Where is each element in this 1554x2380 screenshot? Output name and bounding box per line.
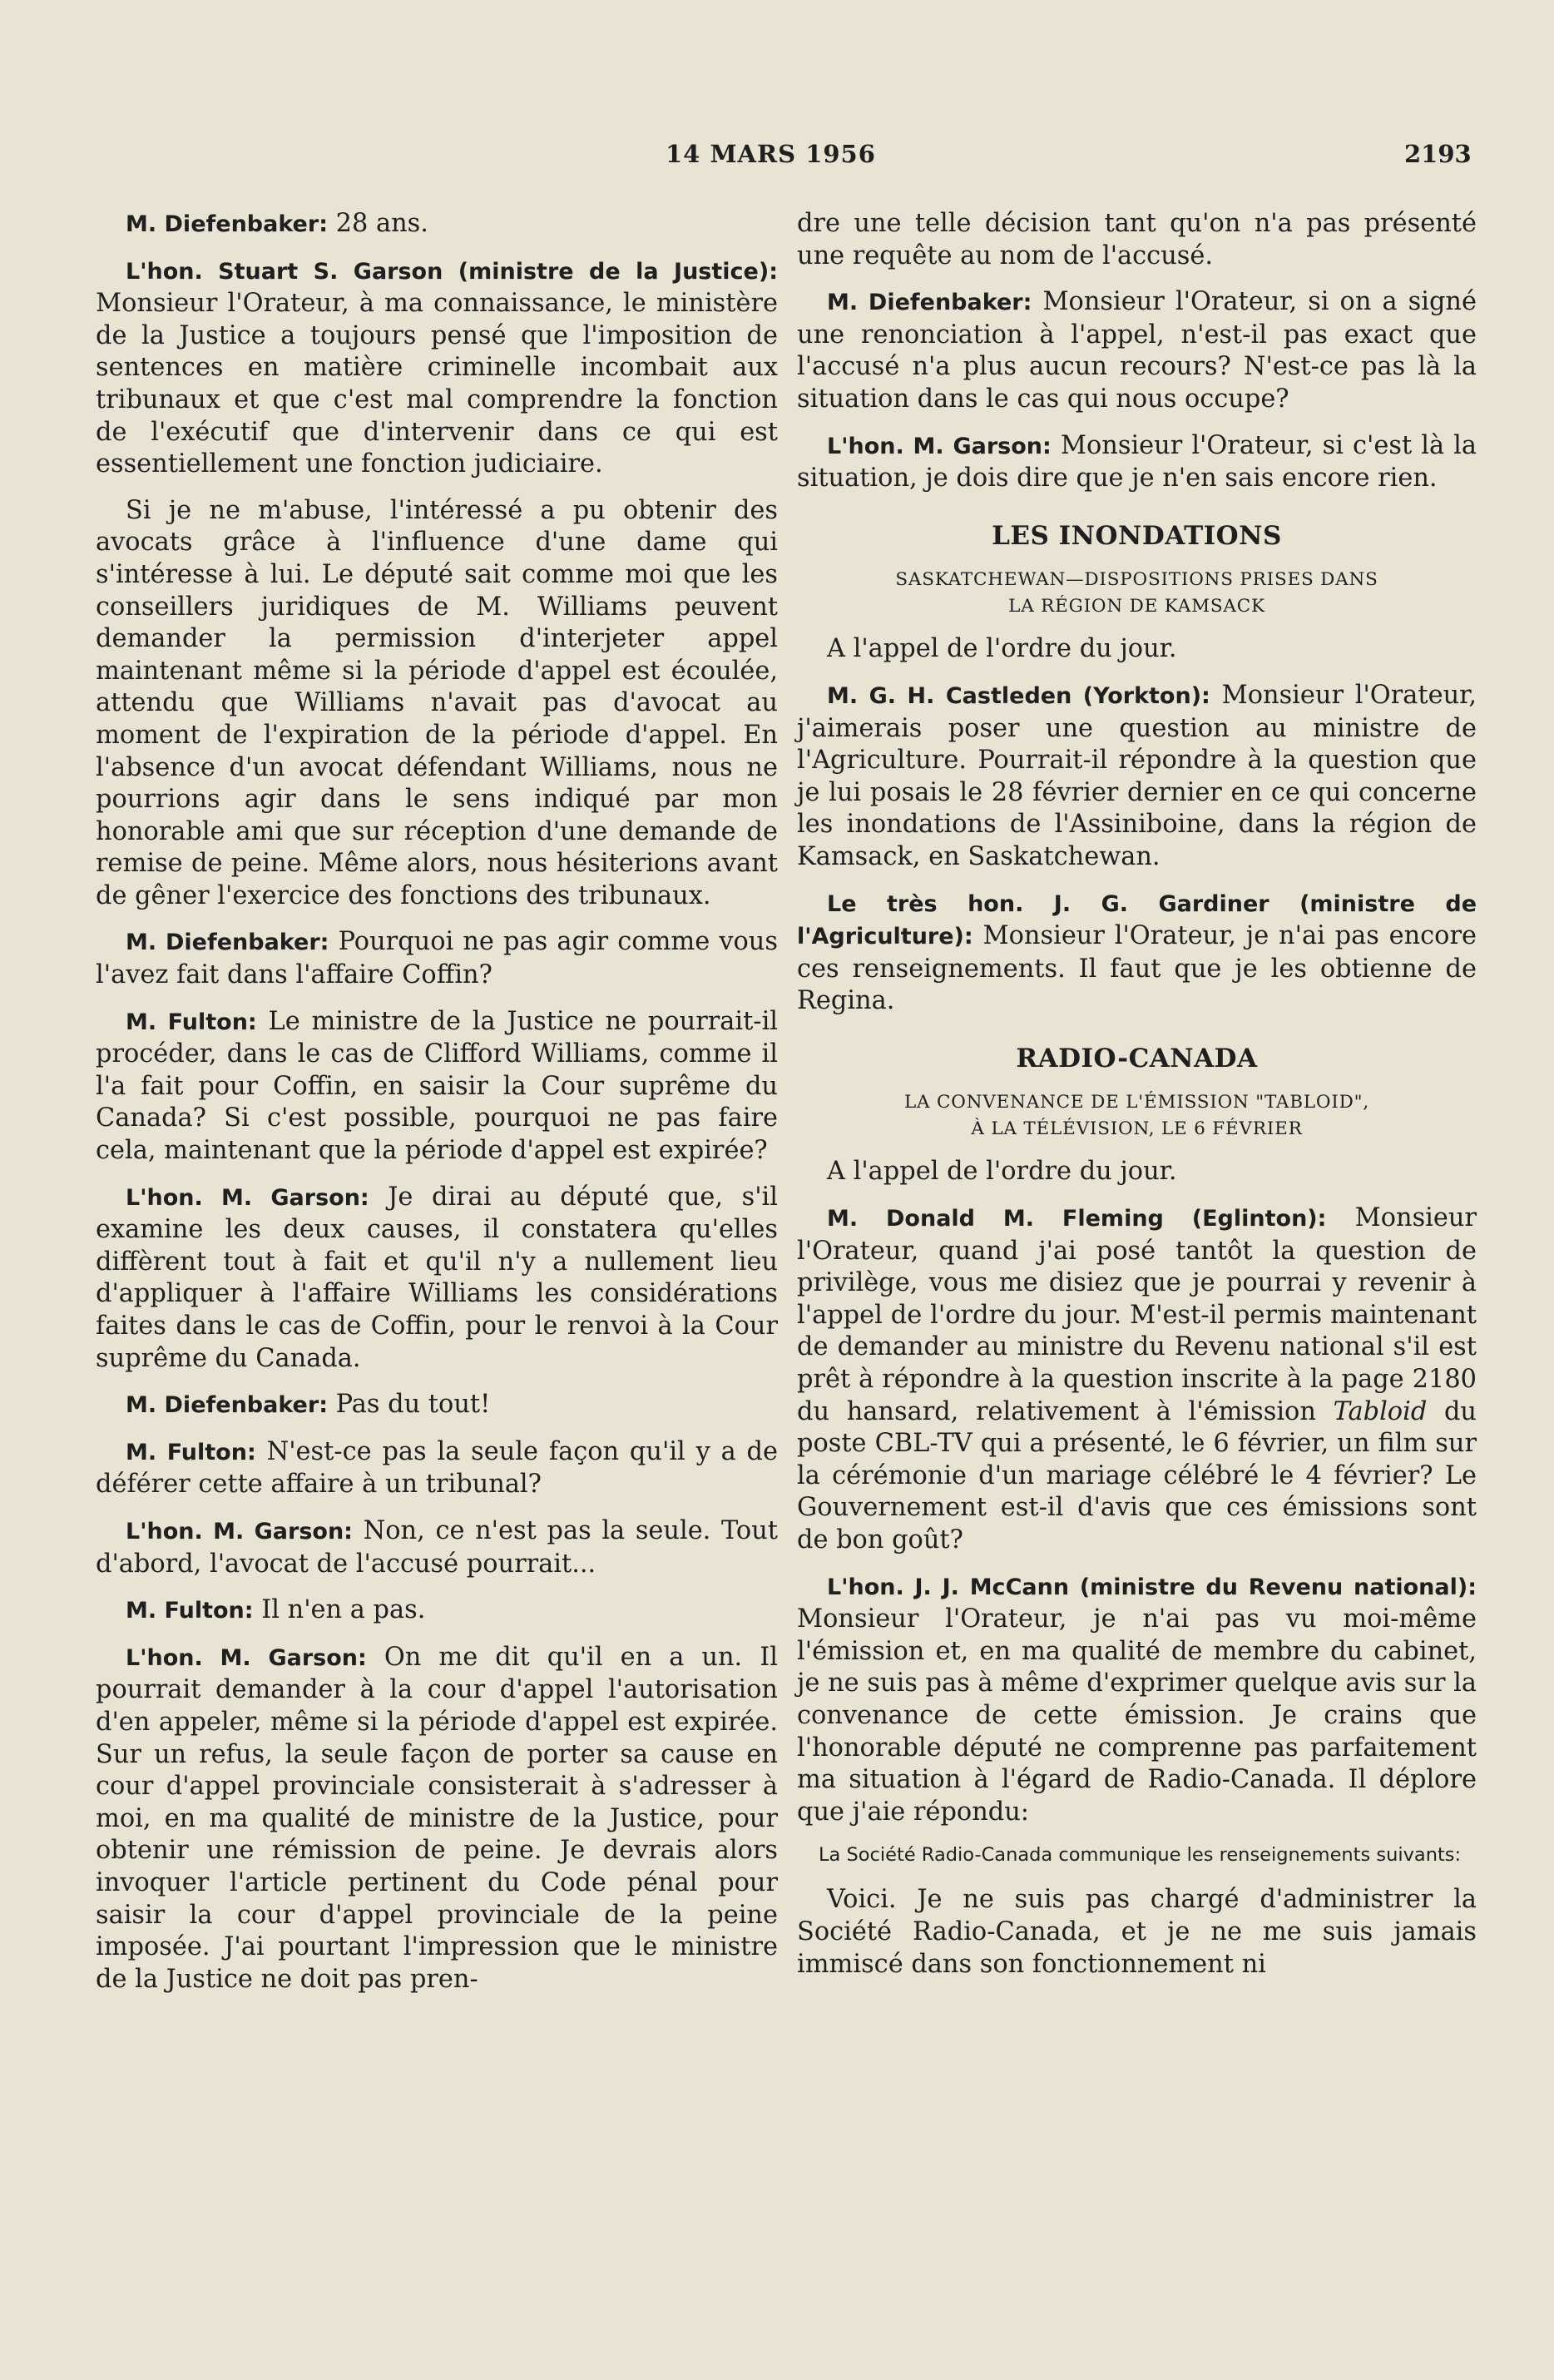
- speaker-name: M. Fulton:: [126, 1439, 256, 1465]
- speech-text: N'est-ce pas la seule façon qu'il y a de déférer cette affaire à un tribunal?: [96, 1436, 778, 1500]
- speech-text: Monsieur l'Orateur, je n'ai pas vu moi-même l'émission et, en ma qualité de membre du cabinet, je ne suis pas à même d'exprimer quelque avis sur la convenance de cette émission. Je crains que l'honorable député ne comprenne pas parfaitement ma situation à l'égard de Radio-Canada. Il déplore que j'aie répondu:: [797, 1604, 1477, 1827]
- subheading-tabloid: [797, 1089, 1477, 1143]
- page-number: 2193: [1404, 140, 1472, 168]
- subheading-line: LA CONVENANCE DE L'ÉMISSION "TABLOID",: [903, 1092, 1370, 1113]
- page-header: [0, 140, 1554, 181]
- paragraph: [96, 495, 778, 913]
- paragraph: [797, 1156, 1477, 1188]
- speech-text: 28 ans.: [328, 209, 428, 238]
- speaker-name: L'hon. Stuart S. Garson (ministre de la Justice):: [126, 258, 778, 285]
- speaker-name: L'hon. M. Garson:: [827, 433, 1052, 459]
- section-heading-radio-canada: RADIO-CANADA: [1016, 1043, 1258, 1073]
- speaker-name: L'hon. J. J. McCann (ministre du Revenu national):: [827, 1574, 1477, 1600]
- paragraph: [96, 1594, 778, 1628]
- speech-text: Monsieur l'Orateur, à ma connaissance, le ministère de la Justice a toujours pensé que l'imposition de sentences en matière criminelle incombait aux tribunaux et que c'est mal comprendre la fonction de l'exécutif que d'intervenir dans ce qui est essentiellement une fonction judiciaire.: [96, 289, 778, 479]
- paragraph: [96, 1006, 778, 1168]
- paragraph: [96, 1515, 778, 1580]
- paragraph: [797, 1884, 1477, 1981]
- speech-text: Non, ce n'est pas la seule. Tout d'abord, l'avocat de l'accusé pourrait...: [96, 1515, 779, 1579]
- left-column: [96, 208, 778, 2010]
- paragraph: [797, 1571, 1477, 1829]
- paragraph: [797, 286, 1477, 415]
- paragraph: [96, 1642, 778, 1996]
- speech-text: Monsieur l'Orateur, j'aimerais poser une question au ministre de l'Agriculture. Pourrait-il répondre à la question que je lui posais le 28 février dernier en ce qui concerne les inondations de l'Assiniboine, dans la région de Kamsack, en Saskatchewan.: [797, 680, 1477, 871]
- quoted-text: La Société Radio-Canada communique les renseignements suivants:: [819, 1844, 1462, 1867]
- paragraph: [797, 1202, 1477, 1557]
- speaker-name: Le très hon. J. G. Gardiner (ministre de l'Agriculture):: [797, 890, 1477, 950]
- speech-text: Monsieur l'Orateur, si on a signé une renonciation à l'appel, n'est-il pas exact que l'accusé n'a plus aucun recours? N'est-ce pas là la situation dans le cas qui nous occupe?: [797, 287, 1477, 414]
- subheading-line: À LA TÉLÉVISION, LE 6 FÉVRIER: [971, 1118, 1303, 1140]
- paragraph: [797, 208, 1477, 272]
- speaker-name: L'hon. M. Garson:: [126, 1644, 367, 1671]
- speech-text: A l'appel de l'ordre du jour.: [827, 634, 1177, 664]
- speech-text: Le ministre de la Justice ne pourrait-il procéder, dans le cas de Clifford Williams, comme il l'a fait pour Coffin, en saisir la Cour suprême du Canada? Si c'est possible, pourquoi ne pas faire cela, maintenant que la période d'appel est expirée?: [96, 1006, 779, 1166]
- speaker-name: M. Diefenbaker:: [827, 290, 1032, 316]
- paragraph: [96, 255, 778, 481]
- speaker-name: M. Diefenbaker:: [126, 930, 329, 956]
- section-heading-inondations: LES INONDATIONS: [992, 520, 1282, 551]
- speaker-name: M. Fulton:: [126, 1598, 254, 1624]
- speech-text: Je dirai au député que, s'il examine les deux causes, il constatera qu'elles diffèrent tout à fait et qu'il n'y a nullement lieu d'appliquer à l'affaire Williams les considérations faites dans le cas de Coffin, pour le renvoi à la Cour suprême du Canada.: [96, 1182, 778, 1373]
- speech-text: Il n'en a pas.: [253, 1595, 426, 1625]
- paragraph: [96, 1389, 778, 1422]
- subheading-kamsack: [797, 567, 1477, 620]
- subheading-line: SASKATCHEWAN—DISPOSITIONS PRISES DANS: [895, 569, 1378, 591]
- subheading-line: LA RÉGION DE KAMSACK: [1008, 596, 1265, 617]
- speech-text: Pourquoi ne pas agir comme vous l'avez fait dans l'affaire Coffin?: [96, 927, 778, 990]
- paragraph: [96, 926, 778, 991]
- speech-text: On me dit qu'il en a un. Il pourrait demander à la cour d'appel l'autorisation d'en appeler, même si la période d'appel est expirée. Sur un refus, la seule façon de porter sa cause en cour d'appel provinciale consisterait à s'adresser à moi, en ma qualité de ministre de la Justice, pour obtenir une rémission de peine. Je devrais alors invoquer l'article pertinent du Code pénal pour saisir la cour d'appel provinciale de la peine imposée. J'ai pourtant l'impression que le ministre de la Justice ne doit pas pren-: [96, 1642, 778, 1994]
- speaker-name: M. Diefenbaker:: [126, 211, 328, 237]
- speech-text: Voici. Je ne suis pas chargé d'administrer la Société Radio-Canada, et je ne me suis jamais immiscé dans son fonctionnement ni: [797, 1885, 1477, 1979]
- speaker-name: L'hon. M. Garson:: [126, 1184, 369, 1211]
- speech-text: du poste CBL-TV qui a présenté, le 6 février, un film sur la cérémonie d'un mariage célébré le 4 février? Le Gouvernement est-il d'avis que ces émissions sont de bon goût?: [797, 1396, 1477, 1554]
- speaker-name: M. Diefenbaker:: [126, 1392, 328, 1419]
- paragraph: [797, 888, 1477, 1018]
- paragraph: [797, 680, 1477, 874]
- paragraph: [96, 1436, 778, 1501]
- speech-text: Monsieur l'Orateur, quand j'ai posé tantôt la question de privilège, vous me disiez que je pourrai y revenir à l'appel de l'ordre du jour. M'est-il permis maintenant de demander au ministre du Revenu national s'il est prêt à répondre à la question inscrite à la page 2180 du hansard, relativement à l'émission: [797, 1203, 1477, 1426]
- paragraph: [797, 430, 1477, 495]
- speaker-name: M. Donald M. Fleming (Eglinton):: [827, 1206, 1327, 1232]
- right-column: [797, 208, 1477, 1995]
- header-date: 14 MARS 1956: [666, 140, 876, 168]
- speech-text: Monsieur l'Orateur, je n'ai pas encore ces renseignements. Il faut que je les obtienne de Regina.: [797, 921, 1477, 1016]
- paragraph: [96, 1182, 778, 1376]
- program-title: Tabloid: [1333, 1396, 1428, 1426]
- paragraph: [797, 633, 1477, 666]
- speech-text: dre une telle décision tant qu'on n'a pas présenté une requête au nom de l'accusé.: [797, 209, 1477, 270]
- speaker-name: M. Fulton:: [126, 1009, 257, 1035]
- speech-text: Si je ne m'abuse, l'intéressé a pu obtenir des avocats grâce à l'influence d'une dame qui s'intéresse à lui. Le député sait comme moi que les conseillers juridiques de M. Williams peuvent demander la permission d'interjeter appel maintenant même si la période d'appel est écoulée, attendu que Williams n'avait pas d'avocat au moment de l'expiration de la période d'appel. En l'absence d'un avocat défendant Williams, nous ne pourrions agir dans le sens indiqué par mon honorable ami que sur réception d'une demande de remise de peine. Même alors, nous hésiterions avant de gêner l'exercice des fonctions des tribunaux.: [96, 495, 778, 910]
- speech-text: Monsieur l'Orateur, si c'est là la situation, je dois dire que je n'en sais encore rien.: [797, 430, 1477, 493]
- speaker-name: M. G. H. Castleden (Yorkton):: [827, 682, 1210, 709]
- speaker-name: L'hon. M. Garson:: [126, 1518, 353, 1545]
- speech-text: Pas du tout!: [328, 1390, 491, 1420]
- speech-text: A l'appel de l'ordre du jour.: [827, 1157, 1177, 1187]
- paragraph: [96, 208, 778, 241]
